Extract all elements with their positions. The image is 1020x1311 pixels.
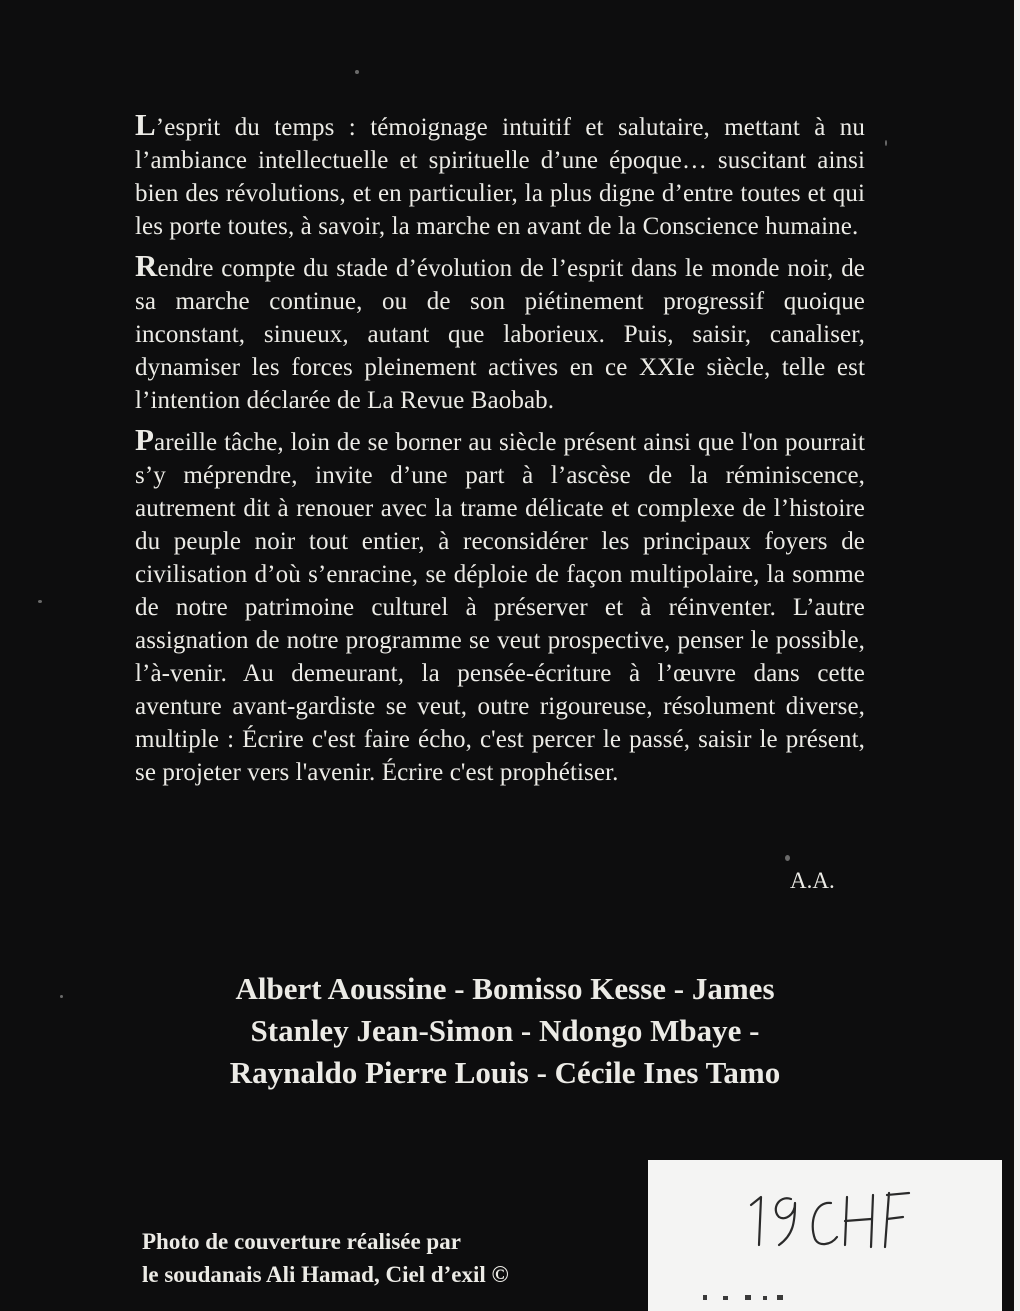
dust-speck — [785, 855, 790, 861]
dust-speck — [60, 995, 63, 998]
author-line: Raynaldo Pierre Louis - Cécile Ines Tamo — [229, 1055, 781, 1090]
paragraph-text: areille tâche, loin de se borner au siècle présent ainsi que l'on pourrait s’y méprendre, invite d’une part à l’ascèse de la réminiscence, autrement dit à renouer avec la trame délicate et complexe de l’histoire du peuple noir tout entier, à reconsidérer les principaux foyers de civilisation d’où s’enracine, se déploie de façon multipolaire, la somme de notre patrimoine culturel à préserver et à réinventer. L’autre assignation de notre programme se veut prospective, penser le possible, l’à-venir. Au demeurant, la pensée-écriture à l’œuvre dans cette aventure avant-gardiste se veut, outre rigoureuse, résolument diverse, multiple : Écrire c'est faire écho, c'est percer le passé, saisir le présent, se projeter vers l'avenir. Écrire c'est prophétiser. — [135, 429, 865, 786]
credit-line: le soudanais Ali Hamad, Ciel d’exil © — [142, 1262, 509, 1287]
credit-line: Photo de couverture réalisée par — [142, 1229, 461, 1254]
drop-initial: R — [135, 248, 158, 283]
dust-speck — [355, 70, 359, 74]
signature: A.A. — [790, 868, 835, 893]
author-line: Albert Aoussine - Bomisso Kesse - James — [235, 971, 775, 1006]
author-list — [140, 968, 870, 1094]
paragraph-text: ’esprit du temps : témoignage intuitif et salutaire, mettant à nu l’ambiance intellectuelle et spirituelle d’une époque… suscitant ainsi bien des révolutions, et en particulier, la plus digne d’entre toutes et qui les porte toutes, à savoir, la marche en avant de la Conscience humaine. — [135, 114, 865, 240]
dust-speck — [885, 140, 887, 146]
dust-speck — [38, 600, 42, 603]
author-line: Stanley Jean-Simon - Ndongo Mbaye - — [250, 1013, 760, 1048]
paragraph-text: endre compte du stade d’évolution de l’esprit dans le monde noir, de sa marche continue, ou de son piétinement progressif quoique inconstant, sinueux, autant que laborieux. Puis, saisir, canaliser, dynamiser les forces pleinement actives en ce XXIe siècle, telle est l’intention déclarée de La Revue Baobab. — [135, 255, 865, 414]
drop-initial: L — [135, 107, 156, 142]
photo-credit — [142, 1225, 509, 1291]
handwritten-price — [743, 1175, 913, 1255]
paragraph-3 — [135, 423, 865, 789]
paragraph-2 — [135, 249, 865, 417]
barcode-remnant — [703, 1295, 793, 1301]
editorial-text — [135, 108, 865, 795]
paragraph-1 — [135, 108, 865, 243]
page-edge — [1014, 0, 1020, 1311]
drop-initial: P — [135, 422, 155, 457]
price-sticker — [648, 1160, 1002, 1311]
